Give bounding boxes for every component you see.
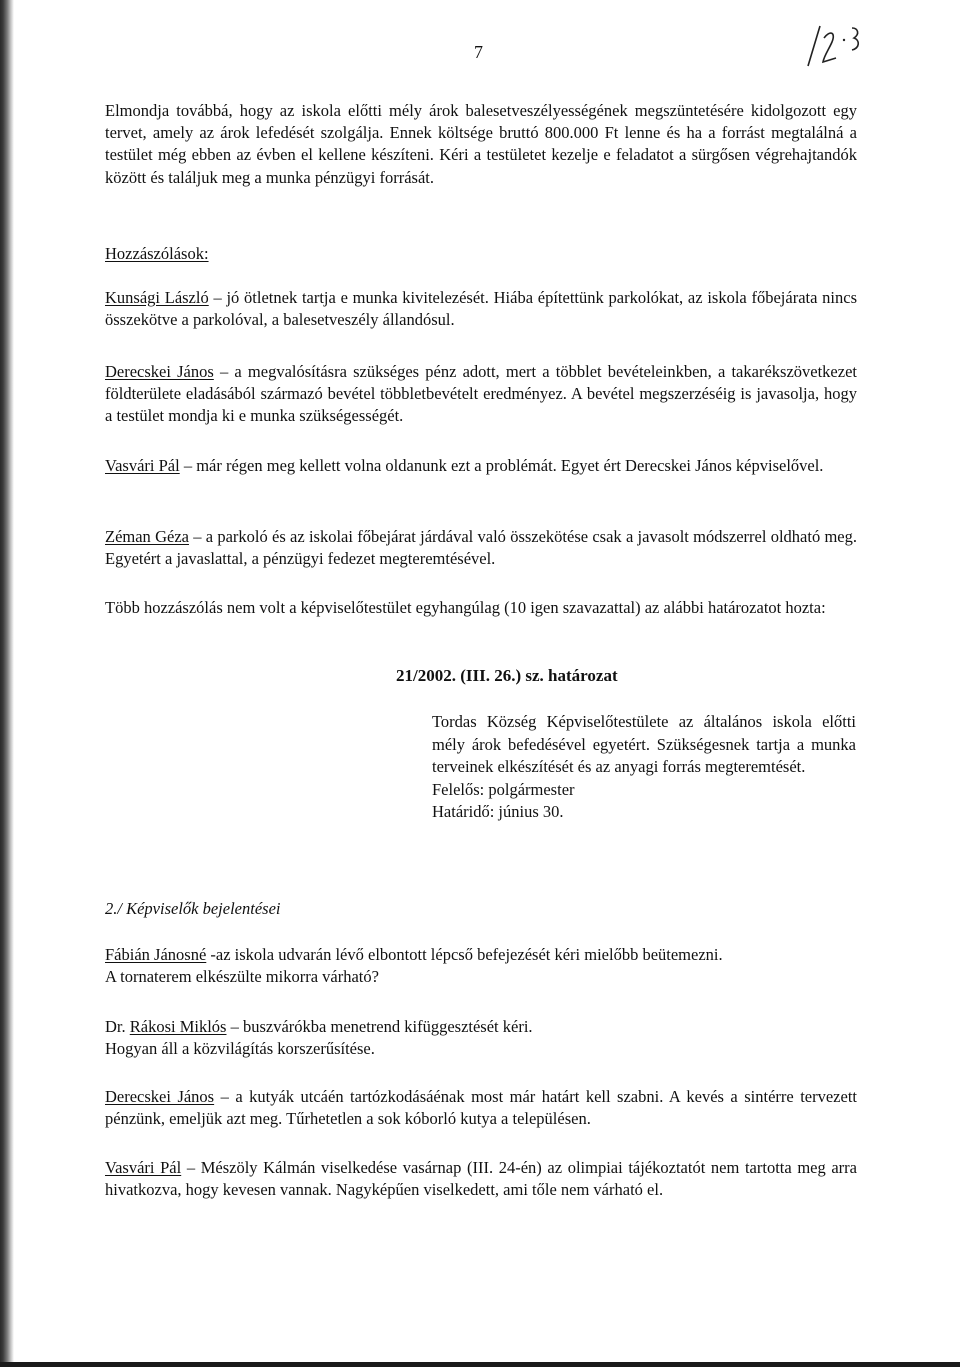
announcement-text: -az iskola udvarán lévő elbontott lépcső befejezését kéri mielőbb beütemezni. xyxy=(206,945,723,964)
intro-paragraph: Elmondja továbbá, hogy az iskola előtti mély árok balesetveszélyességének megszüntetésére kidolgozott egy tervet, amely az árok lefedését szolgálja. Ennek költsége bruttó 800.000 Ft lenne és ha a forrást megtalálná a testület még ebben az évben el kellene készíteni. Kéri a testületet kezelje e feladatot a sürgősen végrehajtandók között és találjuk meg a munka pénzügyi forrását. xyxy=(105,101,857,187)
comment-paragraph xyxy=(105,361,857,428)
speaker-name: Derecskei János xyxy=(105,1087,215,1106)
resolution-text: Tordas Község Képviselőtestülete az általános iskola előtti mély árok befedésével egyetért. Szükségesnek tartja a munka terveinek elkészítését és az anyagi forrás megteremtését. xyxy=(432,712,856,777)
handwritten-annotation xyxy=(802,18,866,70)
resolution-title: 21/2002. (III. 26.) sz. határozat xyxy=(396,666,618,685)
comment-text: – már régen meg kellett volna oldanunk ezt a problémát. Egyet ért Derecskei János képviselővel. xyxy=(179,456,824,475)
announcement-paragraph xyxy=(105,944,857,988)
comment-text: – jó ötletnek tartja e munka kivitelezését. Hiába építettünk parkolókat, az iskola főbejárata nincs összekötve a parkolóval, a balesetveszély állandósul. xyxy=(105,288,857,330)
page-number: 7 xyxy=(474,42,483,62)
speaker-prefix: Dr. xyxy=(105,1017,130,1036)
resolution-responsible: Felelős: polgármester xyxy=(432,779,575,799)
announcement-line2: A tornaterem elkészülte mikorra várható? xyxy=(105,967,379,987)
announcement-line2: Hogyan áll a közvilágítás korszerűsítése. xyxy=(105,1039,375,1059)
announcement-text: – a kutyák utcáén tartózkodásáénak most már határt kell szabni. A kevés a sintérre tervezett pénzünk, emeljük azt meg. Tűrhetetlen a sok kóborló kutya a településen. xyxy=(105,1087,857,1129)
comment-text: – a megvalósításra szükséges pénz adott, mert a többlet bevételeinkben, a takarékszövetkezet földterülete eladásából származó bevétel többletbevételt eredményez. A bevétel megszerzéséig is javasolja, hogy a testület mondja ki e munka szükségességét. xyxy=(105,362,857,426)
comment-paragraph xyxy=(105,526,857,570)
scan-left-edge xyxy=(0,0,14,1367)
speaker-name: Derecskei János xyxy=(105,362,214,381)
announcement-paragraph xyxy=(105,1157,857,1201)
comments-heading-text: Hozzászólások: xyxy=(105,244,209,263)
speaker-name: Rákosi Miklós xyxy=(129,1017,227,1036)
vote-paragraph: Több hozzászólás nem volt a képviselőtestület egyhangúlag (10 igen szavazattal) az alábbi határozatot hozta: xyxy=(105,598,826,617)
announcement-text: – buszvárókba menetrend kifüggesztését kéri. xyxy=(226,1017,533,1036)
speaker-name: Vasvári Pál xyxy=(105,456,180,475)
comment-paragraph xyxy=(105,455,857,477)
announcement-paragraph xyxy=(105,1016,857,1060)
speaker-name: Fábián Jánosné xyxy=(105,945,207,964)
comments-heading xyxy=(105,243,857,265)
section-heading: 2./ Képviselők bejelentései xyxy=(105,899,281,918)
comment-text: – a parkoló és az iskolai főbejárat járdával való összekötése csak a javasolt módszerrel oldható meg. Egyetért a javaslattal, a pénzügyi fedezet megteremtésével. xyxy=(105,527,857,569)
speaker-name: Vasvári Pál xyxy=(105,1158,182,1177)
announcement-paragraph xyxy=(105,1086,857,1130)
announcement-text: – Mészöly Kálmán viselkedése vasárnap (III. 24-én) az olimpiai tájékoztatót nem tartotta meg arra hivatkozva, hogy kevesen vannak. Nagyképűen viselkedett, ami tőle nem várható el. xyxy=(105,1158,857,1200)
resolution-deadline: Határidő: június 30. xyxy=(432,802,564,822)
scan-bottom-edge xyxy=(0,1362,960,1367)
speaker-name: Kunsági László xyxy=(105,288,209,307)
speaker-name: Zéman Géza xyxy=(105,527,189,546)
comment-paragraph xyxy=(105,287,857,331)
resolution-body xyxy=(432,711,856,824)
